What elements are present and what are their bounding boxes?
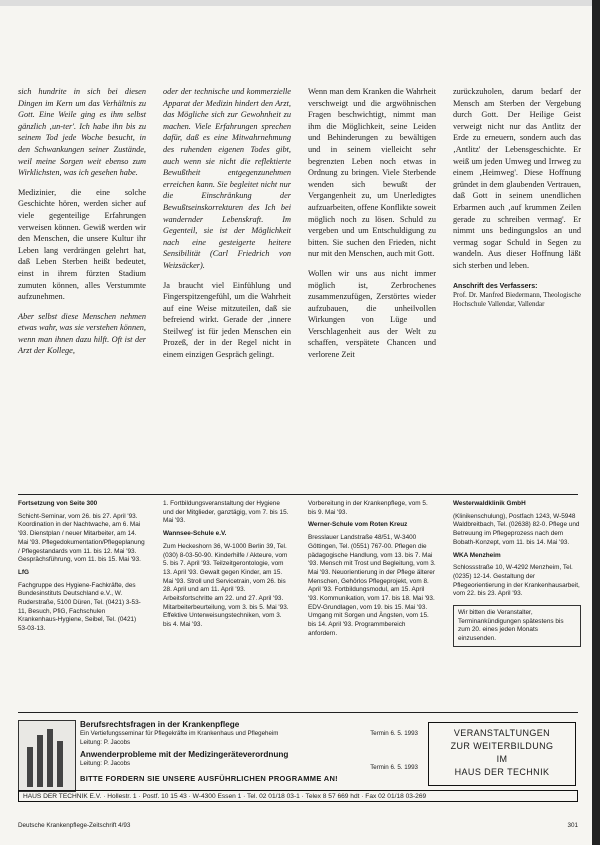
article-paragraph: Wollen wir uns aus nicht immer möglich ist, Zerbrochenes zusammenzufügen, Zerstörtes wieder aufzubauen, die unheilvollen Wirkungen von Lüge und Verschlagenheit aus der Welt zu schaffen, verspätete Chancen und verlorene Zeit xyxy=(308,268,436,360)
logo-tower-shape xyxy=(37,735,43,787)
event-text: Zum Heckeshorn 36, W-1000 Berlin 39, Tel. (030) 8-03-50-90. Kinderhilfe / Akteure, vom 5. bis 7. April '93. Teilzeitgerontologie, vom 13. April '93. Gewalt gegen Kinder, am 15. Mai '93. Stroll und Servicetrain, vom 26. bis 28. April und am 11. April '93. Arbeitsfortschritte am 22. und 27. April '93. Mitarbeiterbeurteilung, vom 3. bis 5. Mai '93. Effektive Unterweisungstechniken, vom 3. bis 4. Mai '93. xyxy=(163,542,289,629)
program-request-text: BITTE FORDERN SIE UNSERE AUSFÜHRLICHEN PROGRAMME AN! xyxy=(80,774,338,783)
logo-tower-shape xyxy=(57,741,63,787)
seminar-date: Termin 6. 5. 1993 xyxy=(370,764,418,771)
author-address-heading: Anschrift des Verfassers: xyxy=(453,282,538,290)
article-column-3 xyxy=(308,86,436,369)
article-paragraph: oder der technische und kommerzielle Apparat der Medizin hindert den Arzt, das Mögliche sich zur Gewohnheit zu machen. Viele Erfahrungen sprechen dafür, daß es eine Mitwahrnehmung des ruhenden eigenen Todes gibt, auch wenn sie nicht die reflektierte Bewußtheit entgegenzunehmen erreichen kann. Sie begleitet nicht nur die Einschränkung der Bewußtseinskorrekturen des Ich bei wandernder Lebenskraft. Im Gegenteil, sie ist der Möglichkeit nach eine gesteigerte heitere Sensibilität (Carl Friedrich von Weizsäcker). xyxy=(163,87,291,270)
box-line: ZUR WEITERBILDUNG xyxy=(450,741,554,751)
submission-note: Wir bitten die Veranstalter, Terminankündigungen spätestens bis zum 20. eines jeden Monats einzusenden. xyxy=(453,605,581,647)
hdt-address-bar: HAUS DER TECHNIK E.V. · Hollestr. 1 · Postf. 10 15 43 · W-4300 Essen 1 · Tel. 02 01/18 03-1 · Telex 8 57 669 hdt · Fax 02 01/18 03-269 xyxy=(18,790,578,802)
event-heading: Fortsetzung von Seite 300 xyxy=(18,500,98,507)
seminar-leader: Leitung: P. Jacobs xyxy=(80,760,131,767)
section-divider xyxy=(18,712,578,713)
scan-right-edge xyxy=(592,0,600,845)
event-text: Vorbereitung in der Krankenpflege, vom 5. bis 9. Mai '93. xyxy=(308,500,428,516)
events-column-1 xyxy=(18,500,146,638)
section-divider xyxy=(18,494,578,495)
scan-top-edge xyxy=(0,0,600,6)
author-address-text: Prof. Dr. Manfred Biedermann, Theologische Hochschule Vallendar, Vallendar xyxy=(453,290,581,308)
article-paragraph: Ja braucht viel Einfühlung und Fingerspitzengefühl, um die Wahrheit auf eine Weise mitzuteilen, daß sie befreiend wirkt. Gerade der ‚innere Steilweg' ist für jeden Menschen ein Prozeß, der in der Regel nicht in einem einzigen Gespräch gelingt. xyxy=(163,280,291,360)
seminar-dates xyxy=(358,730,418,798)
events-column-4 xyxy=(453,500,581,647)
hdt-events-box xyxy=(428,722,576,786)
event-text: Schlossstraße 10, W-4292 Menzheim, Tel. (0235) 12-14. Gestaltung der Pflegeorientierung in der Krankenhausarbeit, vom 22. bis 23. April '93. xyxy=(453,564,580,598)
article-column-1 xyxy=(18,86,146,365)
event-org: LfG xyxy=(18,568,30,576)
article-body xyxy=(18,86,581,486)
event-org: WKA Menzheim xyxy=(453,551,501,559)
event-listings xyxy=(18,500,578,700)
page-number: 301 xyxy=(567,822,578,829)
events-column-2 xyxy=(163,500,291,634)
article-paragraph: Medizinier, die eine solche Geschichte hören, werden sicher auf viele gegenteilige Erfahrungen verweisen können. Gewiß werden wir den Menschen, die unsere Kultur ihr Leben lang verdrängen gelehrt hat, daß Leben Sterben heißt bedeutet, einst in ihrem fürzten Stadium zumuten können, alles Verstummte aufzunehmen. xyxy=(18,187,146,302)
seminar-subtitle: Ein Vertiefungsseminar für Pflegekräfte im Krankenhaus und Pflegeheim xyxy=(80,730,279,737)
events-column-3 xyxy=(308,500,436,643)
journal-name: Deutsche Krankenpflege-Zeitschrift 4/93 xyxy=(18,822,131,829)
event-text: Fachgruppe des Hygiene-Fachkräfte, des Bundesinstituts Deutschland e.V., W. Ruderstraße, 5100 Düren, Tel. (0421) 3-53-11, Besuch, PfiG, Fachschulen Krankenhaus-Hygiene, Seibel, Tel. (0421) 53-03-13. xyxy=(18,581,141,633)
article-paragraph: Wenn man dem Kranken die Wahrheit verschweigt und die argwöhnischen Fragen beschwichtigt, nimmt man ihm die Möglichkeit, seine Leiden und Behinderungen zu bewältigen und in seinem vielleicht sehr begrenzten Leben noch etwas in Ordnung zu bringen. Viele Sterbende wenden sich bewußt der Vergangenheit zu, um Unerledigtes aufzuarbeiten, offene Konflikte soweit möglich noch zu lösen. Schuld zu vergeben und um Entschuldigung zu bitten. Sie suchen den Frieden, nicht nur mit den Menschen, auch mit Gott. xyxy=(308,87,436,259)
event-org: Westerwaldklinik GmbH xyxy=(453,500,526,507)
event-text: Schicht-Seminar, vom 26. bis 27. April '93. Koordination in der Nachtwache, am 6. Mai '93. Dienstplan / neuer Mitarbeiter, am 14. Mai '93. Pflegedokumentation/Pflegeplanung / Pflegestandards vom 11. bis 12. Mai '93. Gesprächsführung, vom 11. bis 15. Mai '93. xyxy=(18,512,145,564)
article-paragraph: zurückzuholen, darum bedarf der Mensch am Sterben der Vergebung durch Gott. Der Heilige Geist verweigt nicht nur das Antlitz der Erde zu erneuern, sondern auch das ‚Antlitz' der Lebensgeschichte. Er weiß um jeden Umweg und Irrweg zu einem ‚Heimweg'. Diese Hoffnung gründet in dem glaubenden Vertrauen, daß Gott in seinem unendlichen Erbarmen auch ‚auf krummen Zeilen gerade zu schreiben vermag'. Er nimmt uns bedingungslos an und vermag sogar Schuld in Segen zu wandeln. Aus dieser Hoffnung läßt sich sterben und leben. xyxy=(453,87,581,270)
article-column-2 xyxy=(163,86,291,369)
box-line: IM xyxy=(496,754,508,764)
seminar-leader: Leitung: P. Jacobs xyxy=(80,739,131,746)
seminar-title: Berufsrechtsfragen in der Krankenpflege xyxy=(80,720,240,729)
page-footer xyxy=(18,822,578,829)
event-text: (Klinikenschulung), Postfach 1243, W-5948 Waldbreitbach, Tel. (02638) 82-0. Pflege und Betreuung im Pflegeprozess nach dem Bobath-Konzept, vom 11. bis 14. Mai '93. xyxy=(453,512,580,546)
box-line: HAUS DER TECHNIK xyxy=(454,767,550,777)
box-line: VERANSTALTUNGEN xyxy=(453,728,551,738)
author-address xyxy=(453,282,581,309)
event-org: Wannsee-Schule e.V. xyxy=(163,530,227,538)
article-paragraph: sich hundrite in sich bei diesen Dingen im Kern um das Verhältnis zu Gott. Eine Weile ging es ihm selbst gänzlich ‚un-ter'. Ich habe ihn bis zu seinem Tod jede Woche besucht, in den Schwankungen seiner Zustände, weil meine Sorgen weit ebenso zum Wirklichsten, was ich gesehen habe. xyxy=(18,87,146,178)
hdt-logo xyxy=(18,720,76,792)
logo-tower-shape xyxy=(47,729,53,787)
logo-tower-shape xyxy=(27,747,33,787)
event-text: 1. Fortbildungsveranstaltung der Hygiene und der Mitglieder, ganztägig, vom 7. bis 15. Mai '93. xyxy=(163,500,289,525)
article-column-4 xyxy=(453,86,581,309)
hdt-advertisement xyxy=(18,720,578,812)
event-text: Bresslauer Landstraße 48/51, W-3400 Göttingen, Tel. (0551) 767-00. Pflegen die pädagogische Handlung, vom 13. bis 7. Mai '93. Mensch mit Trost und Begleitung, vom 3. Mai '93. Neuorientierung in der Pflege älterer Menschen, Gehörlos Pflegeprojekt, vom 8. April '93. Fortbildungsmodul, am 15. April '93. Kommunikation, vom 17. bis 18. Mai '93. EDV-Grundlagen, vom 19. bis 15. Mai '93. Umgang mit Sorgen und Ängsten, vom 15. bis 14. April '93. Programmbereich anfordern. xyxy=(308,534,436,637)
article-paragraph: Aber selbst diese Menschen nehmen etwas wahr, was sie verstehen können, wenn man ihnen dazu hilft. Oft ist der Arzt der Kollege, xyxy=(18,311,146,356)
event-org: Werner-Schule vom Roten Kreuz xyxy=(308,521,408,529)
seminar-date: Termin 6. 5. 1993 xyxy=(370,730,418,737)
seminar-title: Anwenderprobleme mit der Medizingeräteverordnung xyxy=(80,750,289,759)
